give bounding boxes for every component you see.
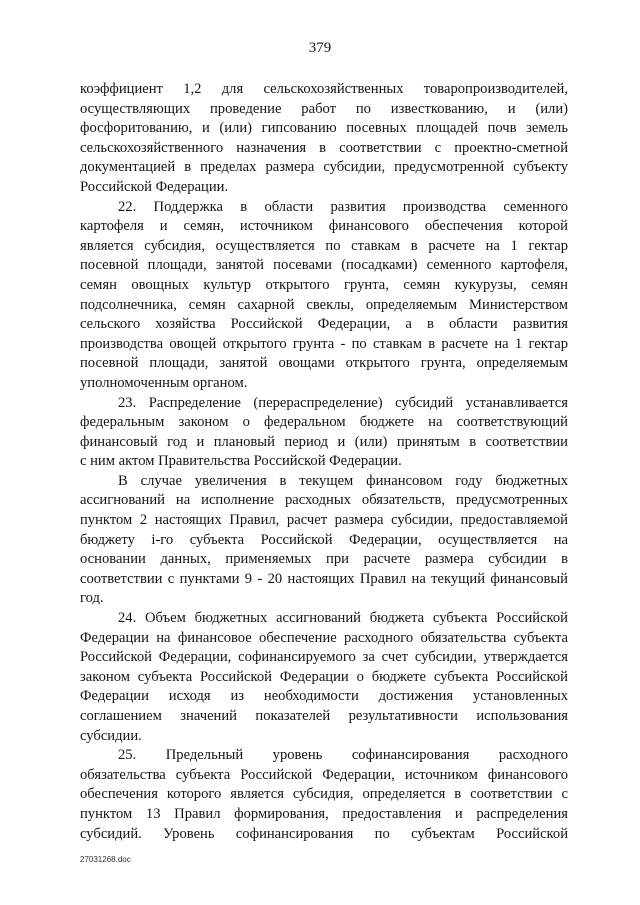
page-number: 379 [308,40,332,56]
text-line: пунктом 13 Правил формирования, предоставления и распределения [80,805,568,822]
text-line: сельского хозяйства Российской Федерации, а в области развития [80,316,568,333]
text-line: финансовый год и плановый период и (или) принятым в соответствии [80,433,568,450]
text-line: осуществляющих проведение работ по известкованию, и (или) [80,100,568,117]
paragraph-23 [80,394,568,472]
text-line: картофеля и семян, источником финансового обеспечения которой [80,218,568,235]
text-line: бюджету i-го субъекта Российской Федерации, осуществляется на [80,531,568,548]
text-line: документацией в пределах размера субсидии, предусмотренной субъекту [80,159,568,176]
paragraph-22 [80,198,568,394]
text-line: производства овощей открытого грунта - по ставкам в расчете на 1 гектар [80,335,568,352]
text-line: Федерации исходя из необходимости достижения установленных [80,688,568,705]
text-line: Федерации на финансовое обеспечение расходного обязательства субъекта [80,629,568,646]
text-line: обеспечения которого является субсидия, определяется в соответствии с [80,786,568,803]
text-line: Российской Федерации. [80,178,229,195]
paragraph-continuation [80,80,568,198]
text-line: субсидии. [80,727,142,744]
footer-document-code: 27031268.doc [80,855,131,864]
text-line: коэффициент 1,2 для сельскохозяйственных товаропроизводителей, [80,81,568,97]
text-line: соглашением значений показателей результативности использования [80,708,568,724]
text-line: уполномоченным органом. [80,374,248,391]
text-line: субсидий. Уровень софинансирования по субъектам Российской [80,825,568,842]
text-line: основании данных, применяемых при расчете размера субсидии в [80,551,568,568]
text-line: ассигнований на исполнение расходных обязательств, предусмотренных [80,492,568,509]
text-line: 22. Поддержка в области развития производства семенного [118,198,568,215]
text-line: пунктом 2 настоящих Правил, расчет размера субсидии, предоставляемой [80,512,568,529]
text-line: соответствии с пунктами 9 - 20 настоящих Правил на текущий финансовый [80,570,568,587]
text-line: 25. Предельный уровень софинансирования расходного [118,747,568,764]
paragraph-23-continued [80,472,568,609]
text-line: Российской Федерации, софинансируемого за счет субсидии, утверждается [80,649,568,666]
paragraph-25 [80,746,568,844]
text-line: семян овощных культур открытого грунта, семян кукурузы, семян [80,276,568,293]
text-line: является субсидия, осуществляется по ставкам в расчете на 1 гектар [80,237,568,254]
text-line: посевной площади, занятой посевами (посадками) семенного картофеля, [80,257,568,274]
text-line: фосфоритованию, и (или) гипсованию посевных площадей почв земель [80,120,568,137]
text-line: 23. Распределение (перераспределение) субсидий устанавливается [118,394,568,411]
text-line: законом субъекта Российской Федерации о бюджете субъекта Российской [80,668,568,685]
text-line: 24. Объем бюджетных ассигнований бюджета субъекта Российской [118,610,568,627]
text-line: посевной площади, занятой овощами открытого грунта, определяемым [80,355,568,372]
text-line: федеральным законом о федеральном бюджете на соответствующий [80,414,568,431]
text-line: с ним актом Правительства Российской Федерации. [80,453,402,470]
text-line: обязательства субъекта Российской Федерации, источником финансового [80,766,568,783]
text-line: В случае увеличения в текущем финансовом году бюджетных [118,472,568,489]
text-line: сельскохозяйственного назначения в соответствии с проектно-сметной [80,139,568,156]
text-line: год. [80,590,104,607]
document-body [80,80,568,844]
text-line: подсолнечника, семян сахарной свеклы, определяемым Министерством [80,296,568,313]
paragraph-24 [80,609,568,746]
